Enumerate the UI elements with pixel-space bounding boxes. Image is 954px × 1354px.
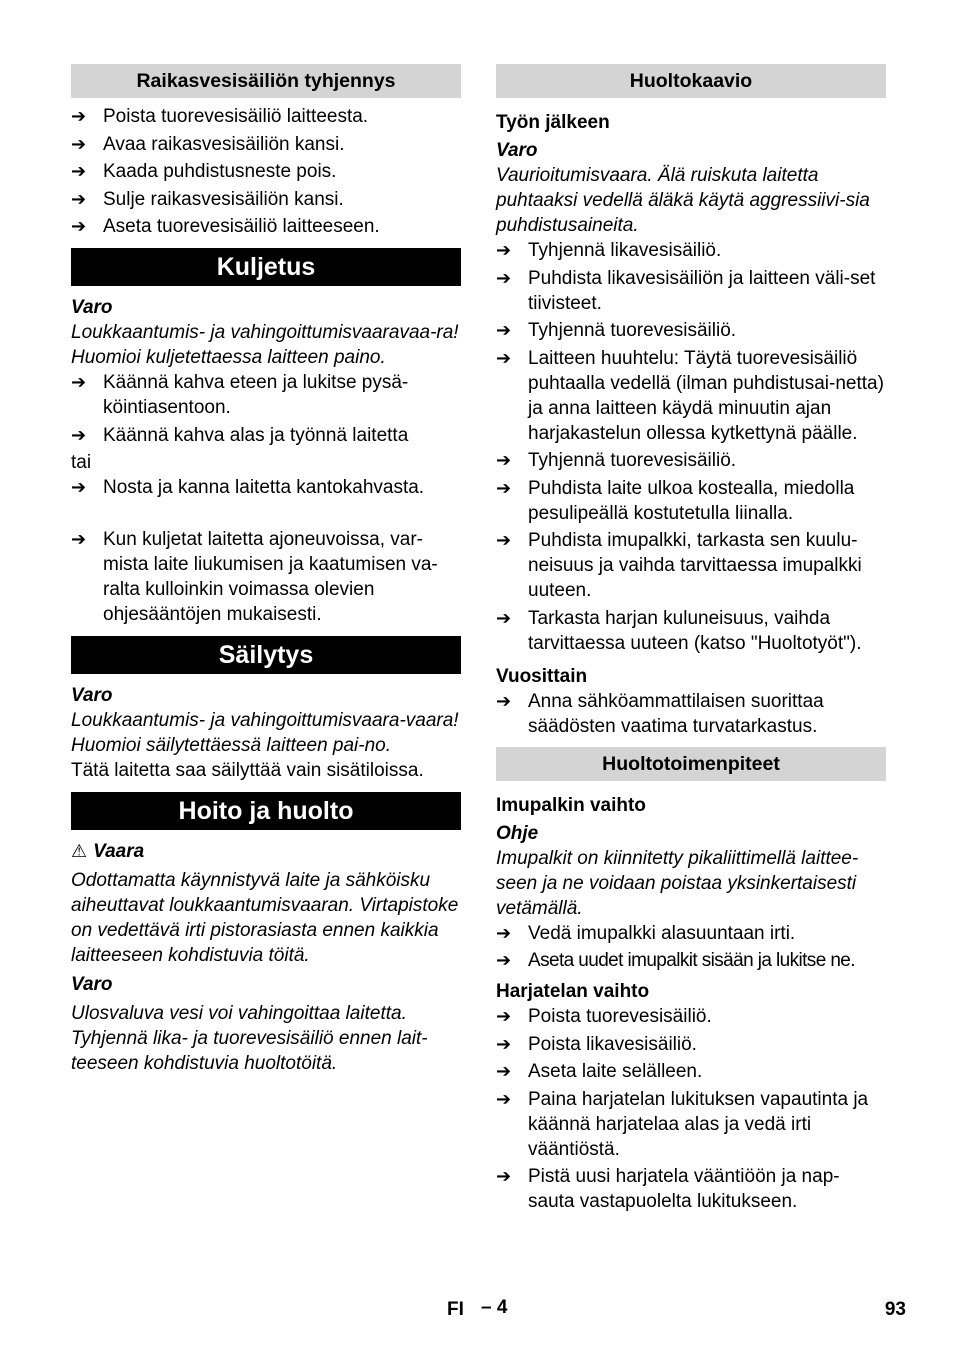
list-item-text: Anna sähköammattilaisen suorittaa säädösten vaatima turvatarkastus.	[528, 690, 824, 737]
arrow-right-icon: ➔	[71, 372, 87, 392]
arrow-right-icon: ➔	[71, 161, 87, 181]
subheading-yearly: Vuosittain	[496, 665, 588, 687]
list-item-text: Käännä kahva alas ja työnnä laitetta	[103, 424, 409, 446]
list-item-text: Käännä kahva eteen ja lukitse pysä-köintiasentoon.	[103, 372, 409, 418]
list-item-text: Nosta ja kanna laitetta kantokahvasta.	[103, 477, 425, 498]
caution-text: Vaurioitumisvaara. Älä ruiskuta laitetta puhtaaksi vedellä äläkä käytä aggressiivi-sia puhdistusaineita.	[496, 165, 870, 236]
list-item	[496, 1004, 886, 1029]
arrow-right-icon: ➔	[71, 477, 87, 497]
list-item	[71, 132, 461, 157]
arrow-right-icon: ➔	[496, 607, 512, 628]
caution-text: Ulosvaluva vesi voi vahingoittaa laitetta. Tyhjennä lika- ja tuorevesisäiliö ennen lait-teeseen kohdistuvia huoltotöitä.	[71, 1002, 428, 1074]
list-item	[496, 238, 886, 263]
footer-section-number: – 4	[481, 1297, 508, 1318]
list-item-text: Pistä uusi harjatela vääntiöön ja nap-sauta vastapuolelta lukitukseen.	[528, 1166, 840, 1212]
list-item-text: Avaa raikasvesisäiliön kansi.	[103, 133, 345, 155]
arrow-right-icon: ➔	[496, 1033, 512, 1054]
list-item	[496, 346, 886, 446]
arrow-right-icon: ➔	[496, 240, 512, 260]
list-item	[496, 266, 886, 316]
list-item-text: Puhdista likavesisäiliön ja laitteen väli-set tiivisteet.	[528, 267, 876, 314]
list-item-text: Poista tuorevesisäiliö laitteesta.	[103, 106, 369, 127]
list-item	[496, 689, 886, 739]
arrow-right-icon: ➔	[496, 690, 512, 711]
list-kuljetus-a	[71, 370, 461, 448]
caution-label: Varo	[71, 973, 113, 995]
arrow-right-icon: ➔	[496, 320, 512, 340]
list-yearly	[496, 689, 886, 739]
caution-label: Varo	[71, 684, 113, 706]
list-item	[71, 423, 461, 448]
list-item	[71, 159, 461, 184]
arrow-right-icon: ➔	[496, 1061, 512, 1081]
list-item-text: Tarkasta harjan kuluneisuus, vaihda tarvittaessa uuteen (katso "Huoltotyöt").	[528, 607, 862, 654]
arrow-right-icon: ➔	[496, 950, 512, 970]
list-item	[71, 214, 461, 239]
list-item	[496, 318, 886, 343]
caution-label: Varo	[71, 297, 113, 318]
list-item: ➔ Aseta uudet imupalkit sisään ja lukitse ne.	[496, 950, 855, 971]
list-item: ➔ Vedä imupalkki alasuuntaan irti.	[496, 922, 796, 944]
arrow-right-icon: ➔	[496, 450, 512, 470]
list-item	[496, 448, 886, 473]
chapter-heading-hoito: Hoito ja huolto	[71, 792, 461, 830]
list-kuljetus-b	[71, 475, 461, 500]
danger-label-text: Vaara	[93, 840, 145, 862]
chapter-heading-kuljetus: Kuljetus	[71, 248, 461, 286]
list-item-text: Tyhjennä likavesisäiliö.	[528, 240, 722, 261]
right-column	[496, 64, 886, 1217]
list-item-text: Sulje raikasvesisäiliön kansi.	[103, 188, 344, 210]
note-label: Ohje	[496, 822, 539, 844]
section-heading-huoltokaavio: Huoltokaavio	[496, 64, 886, 98]
list-item-text: Aseta tuorevesisäiliö laitteeseen.	[103, 216, 380, 237]
list-item-text: Tyhjennä tuorevesisäiliö.	[528, 320, 737, 341]
subheading-after-work: Työn jälkeen	[496, 112, 610, 133]
left-column	[71, 64, 461, 1076]
arrow-right-icon: ➔	[71, 188, 87, 209]
arrow-right-icon: ➔	[496, 922, 512, 943]
arrow-right-icon: ➔	[71, 133, 87, 154]
list-after-work	[496, 238, 886, 656]
list-item-text: Kaada puhdistusneste pois.	[103, 161, 337, 182]
list-item	[496, 528, 886, 603]
list-item-text: Puhdista laite ulkoa kostealla, miedolla pesulipeällä kostutetulla liinalla.	[528, 477, 855, 524]
caution-text: Loukkaantumis- ja vahingoittumisvaara-vaara! Huomioi säilytettäessä laitteen pai-no.	[71, 709, 459, 756]
list-item-text: Paina harjatelan lukituksen vapautinta ja käännä harjatelaa alas ja vedä irti vääntiöstä.	[528, 1088, 869, 1160]
section-heading-raikasvesisailio: Raikasvesisäiliön tyhjennys	[71, 64, 461, 98]
list-item	[496, 606, 886, 656]
list-item	[71, 527, 461, 627]
warning-triangle-icon: ⚠	[71, 840, 88, 861]
list-item-text: Puhdista imupalkki, tarkasta sen kuulu-neisuus ja vaihda tarvittaessa imupalkki uuteen.	[528, 530, 862, 601]
list-harjatela	[496, 1004, 886, 1214]
danger-label	[71, 839, 461, 864]
subheading-harjatela: Harjatelan vaihto	[496, 981, 650, 1002]
page-number: 93	[884, 1299, 906, 1320]
arrow-right-icon: ➔	[496, 347, 512, 368]
arrow-right-icon: ➔	[496, 1166, 512, 1186]
list-item-text: Kun kuljetat laitetta ajoneuvoissa, var-mista laite liukumisen ja kaatumisen va-ralta kulloinkin voimassa olevien ohjesääntöjen mukaisesti.	[103, 528, 438, 625]
arrow-right-icon: ➔	[71, 106, 87, 126]
arrow-right-icon: ➔	[496, 1006, 512, 1026]
list-item-text: Laitteen huuhtelu: Täytä tuorevesisäiliö puhtaalla vedellä (ilman puhdistusai-netta) ja anna laitteen käydä minuutin ajan harjakastelun ollessa kytkettynä päälle.	[528, 347, 884, 444]
caution-text: Loukkaantumis- ja vahingoittumisvaaravaa-ra! Huomioi kuljetettaessa laitteen paino.	[71, 322, 459, 368]
or-text: tai	[71, 452, 92, 473]
list-item	[496, 1087, 886, 1162]
list-item	[71, 104, 461, 129]
note-text: Imupalkit on kiinnitetty pikaliittimellä laittee-seen ja ne voidaan poistaa yksinkertaisesti vetämällä.	[496, 847, 859, 919]
subheading-imupalkki: Imupalkin vaihto	[496, 794, 646, 816]
list-item	[71, 370, 461, 420]
list-item	[496, 1032, 886, 1057]
arrow-right-icon: ➔	[496, 1088, 512, 1109]
storage-note: Tätä laitetta saa säilyttää vain sisätiloissa.	[71, 759, 424, 781]
arrow-right-icon: ➔	[496, 530, 512, 550]
list-raikasvesisailio	[71, 104, 461, 239]
arrow-right-icon: ➔	[71, 216, 87, 236]
list-item	[496, 1059, 886, 1084]
arrow-right-icon: ➔	[496, 267, 512, 288]
danger-text: Odottamatta käynnistyvä laite ja sähköisku aiheuttavat loukkaantumisvaaran. Virtapistoke on vedettävä irti pistorasiasta ennen kaikkia laitteeseen kohdistuvia töitä.	[71, 869, 459, 966]
list-item-text: Tyhjennä tuorevesisäiliö.	[528, 450, 737, 471]
list-item	[71, 475, 461, 500]
list-item	[496, 1164, 886, 1214]
arrow-right-icon: ➔	[496, 477, 512, 498]
list-item	[71, 187, 461, 212]
list-imupalkki	[496, 921, 886, 974]
arrow-right-icon: ➔	[71, 528, 87, 549]
list-item	[496, 476, 886, 526]
list-item-text: Poista likavesisäiliö.	[528, 1033, 697, 1055]
section-heading-huoltotoimenpiteet: Huoltotoimenpiteet	[496, 747, 886, 781]
chapter-heading-sailytys: Säilytys	[71, 636, 461, 674]
footer-language: FI	[447, 1299, 464, 1320]
arrow-right-icon: ➔	[71, 424, 87, 445]
list-item-text: Poista tuorevesisäiliö.	[528, 1006, 712, 1027]
caution-label: Varo	[496, 140, 538, 161]
list-item-text: Aseta laite selälleen.	[528, 1061, 703, 1082]
list-kuljetus-c	[71, 527, 461, 627]
